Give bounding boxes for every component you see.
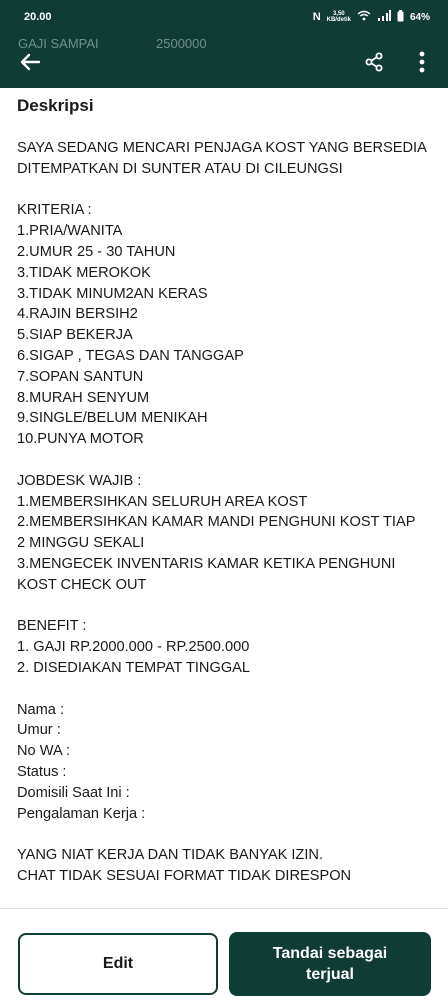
- mark-as-sold-button[interactable]: Tandai sebagai terjual: [229, 932, 431, 996]
- battery-icon: [397, 10, 404, 25]
- criteria-item: 5.SIAP BEKERJA: [17, 327, 133, 344]
- criteria-title: KRITERIA :: [17, 202, 92, 219]
- status-icons: [313, 10, 430, 25]
- criteria-item: 9.SINGLE/BELUM MENIKAH: [17, 410, 208, 427]
- bottom-action-bar: [0, 908, 448, 1001]
- listing-content[interactable]: [0, 88, 448, 908]
- arrow-left-icon: [19, 53, 41, 71]
- back-button[interactable]: [14, 48, 46, 76]
- jobdesk-item: 2.MEMBERSIHKAN KAMAR MANDI PENGHUNI KOST TIAP: [17, 514, 416, 531]
- form-field-line: Nama :: [17, 701, 65, 718]
- benefit-item: 2. DISEDIAKAN TEMPAT TINGGAL: [17, 659, 251, 676]
- closing-line: YANG NIAT KERJA DAN TIDAK BANYAK IZIN.: [17, 847, 323, 864]
- jobdesk-title: JOBDESK WAJIB :: [17, 472, 142, 489]
- closing-line: CHAT TIDAK SESUAI FORMAT TIDAK DIRESPON: [17, 867, 352, 884]
- net-speed-unit: KB/detik: [326, 17, 351, 23]
- paragraph-gap: [17, 596, 435, 617]
- edit-button[interactable]: Edit: [18, 933, 218, 995]
- net-speed: [327, 11, 351, 23]
- form-field-line: Umur :: [17, 722, 61, 739]
- criteria-item: 10.PUNYA MOTOR: [17, 431, 144, 448]
- benefit-item: 1. GAJI RP.2000.000 - RP.2500.000: [17, 639, 250, 656]
- net-speed-value: 3,50: [332, 11, 345, 17]
- form-field-line: Domisili Saat Ini :: [17, 784, 130, 801]
- paragraph-gap: [17, 180, 435, 201]
- jobdesk-item: KOST CHECK OUT: [17, 576, 147, 593]
- benefit-title: BENEFIT :: [17, 618, 87, 635]
- faded-salary-label: GAJI SAMPAI: [18, 36, 99, 51]
- form-field-line: Pengalaman Kerja :: [17, 805, 146, 822]
- criteria-item: 6.SIGAP , TEGAS DAN TANGGAP: [17, 347, 244, 364]
- signal-icon: [377, 10, 391, 24]
- status-bar: [0, 0, 448, 34]
- jobdesk-item: 2 MINGGU SEKALI: [17, 535, 145, 552]
- criteria-item: 3.TIDAK MEROKOK: [17, 264, 151, 281]
- share-button[interactable]: [358, 48, 390, 76]
- criteria-item: 2.UMUR 25 - 30 TAHUN: [17, 243, 176, 260]
- nfc-icon: N: [312, 11, 321, 23]
- app-bar: [0, 0, 448, 88]
- intro-line: DITEMPATKAN DI SUNTER ATAU DI CILEUNGSI: [17, 160, 343, 177]
- criteria-item: 7.SOPAN SANTUN: [17, 368, 144, 385]
- form-field-line: No WA :: [17, 743, 70, 760]
- more-options-button[interactable]: [406, 48, 438, 76]
- battery-level: 64%: [409, 11, 430, 23]
- status-time: 20.00: [24, 11, 52, 23]
- form-field-line: Status :: [17, 763, 67, 780]
- paragraph-gap: [17, 679, 435, 700]
- criteria-item: 4.RAJIN BERSIH2: [17, 306, 138, 323]
- paragraph-gap: [17, 450, 435, 471]
- intro-line: SAYA SEDANG MENCARI PENJAGA KOST YANG BERSEDIA: [17, 140, 427, 156]
- description-text: [17, 138, 435, 887]
- description-heading: Deskripsi: [17, 96, 94, 115]
- share-icon: [364, 52, 384, 72]
- jobdesk-item: 1.MEMBERSIHKAN SELURUH AREA KOST: [17, 493, 308, 510]
- criteria-item: 3.TIDAK MINUM2AN KERAS: [17, 285, 208, 302]
- faded-salary-value: 2500000: [156, 36, 207, 51]
- criteria-item: 1.PRIA/WANITA: [17, 223, 123, 240]
- criteria-item: 8.MURAH SENYUM: [17, 389, 150, 406]
- jobdesk-item: 3.MENGECEK INVENTARIS KAMAR KETIKA PENGHUNI: [17, 555, 396, 572]
- wifi-icon: [357, 10, 371, 24]
- more-vertical-icon: [419, 51, 425, 73]
- paragraph-gap: [17, 824, 435, 845]
